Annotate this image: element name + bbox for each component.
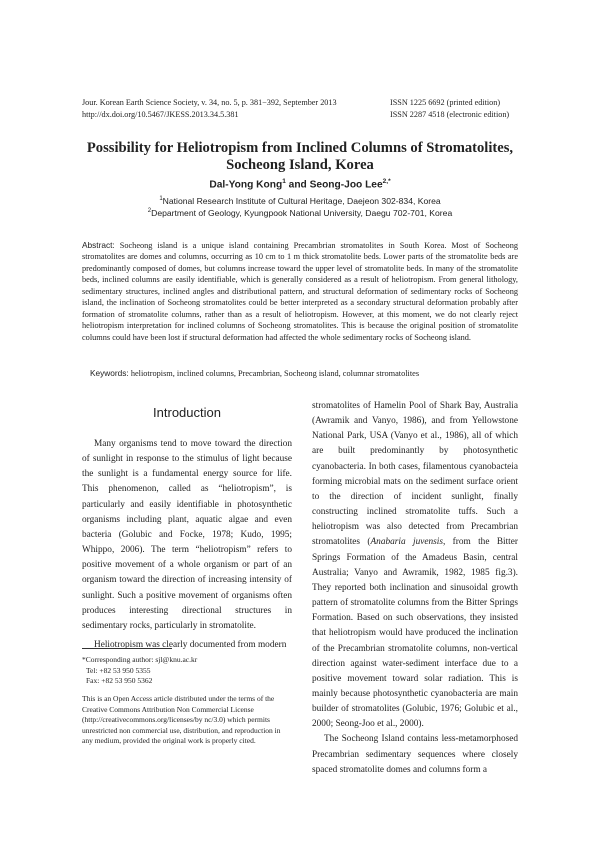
author-2-affil-mark: 2,* bbox=[382, 178, 391, 185]
affiliation-1-text: National Research Institute of Cultural Heritage, Daejeon 302-834, Korea bbox=[162, 196, 441, 206]
keywords-label: Keywords: bbox=[90, 368, 129, 378]
abstract bbox=[82, 240, 518, 343]
author-connector: and bbox=[288, 179, 307, 191]
corresponding-fax: Fax: +82 53 950 5362 bbox=[86, 676, 153, 686]
intro-paragraph-1: Many organisms tend to move toward the direction of sunlight in response to the stimulus of light because the sunlight is a fundamental energy source for life. This phenomenon, called as “heliotropism”, is particularly and easily identifiable in photosynthetic organisms including plant, aquatic algae and even bacteria (Golubic and Focke, 1978; Kudo, 1995; Whippo, 2006). The term “heliotropism” refers to positive movement of a whole organism or part of an organism toward the direction of increasing intensity of sunlight. Such a positive movement of organisms often produces interesting directional structures in sedimentary rocks, particularly in stromatolite. bbox=[82, 439, 292, 631]
author-2: Seong-Joo Lee bbox=[309, 179, 383, 191]
affiliation-2 bbox=[60, 208, 540, 218]
doi-link[interactable]: http://dx.doi.org/10.5467/JKESS.2013.34.5.381 bbox=[82, 109, 239, 119]
affiliation-1-mark: 1 bbox=[159, 196, 163, 203]
right-paragraph-2: The Socheong Island contains less-metamorphosed Precambrian sedimentary sequences where closely spaced stromatolite domes and columns form a bbox=[312, 734, 518, 775]
corresponding-email: *Corresponding author: sjl@knu.ac.kr bbox=[82, 655, 198, 664]
issn-electronic: ISSN 2287 4518 (electronic edition) bbox=[390, 109, 510, 119]
issn-block bbox=[390, 97, 509, 120]
open-access-notice: This is an Open Access article distributed under the terms of the Creative Commons Attribution Non Commercial License (http://creativecommons.org/licenses/by nc/3.0) which permits unrestricted non commercial use, distribution, and reproduction in any medium, provided the original work is properly cited. bbox=[82, 694, 281, 746]
affiliation-2-mark: 2 bbox=[147, 208, 152, 215]
corresponding-footnote bbox=[82, 655, 292, 687]
title-line-1: Possibility for Heliotropism from Inclined Columns of Stromatolites, bbox=[86, 140, 514, 156]
species-name: Anabaria juvensis bbox=[370, 537, 443, 548]
author-1: Dal-Yong Kong bbox=[209, 179, 283, 191]
issn-print: ISSN 1225 6692 (printed edition) bbox=[390, 98, 501, 107]
footnote-divider bbox=[82, 648, 172, 649]
abstract-label: Abstract: bbox=[82, 240, 115, 250]
corresponding-tel: Tel: +82 53 950 5355 bbox=[86, 665, 151, 675]
intro-paragraph-2: Heliotropism was clearly documented from modern bbox=[94, 640, 287, 651]
paper-title bbox=[60, 140, 540, 174]
abstract-text: Socheong island is a unique island containing Precambrian stromatolites in South Korea. Most of Socheong stromatolites are domes and columns, occurring as 10 cm to 1 m thick stromatolite beds. Lower parts of the stromatolite beds are predominantly composed of domes, but columns increase toward the upper level of stromatolite beds. In many of the stromatolite beds, inclined columns are easily identifiable, which is generally considered as a result of heliotropism. From general lithology, sedimentary structures, inclined angles and distributional pattern, and structural deformation of sedimentary rocks of Socheong island, the inclination of Socheong stromatolites could be better interpreted as a secondary structural deformation probably after formation of stromatolite columns, rather than as a result of heliotropism. However, at this moment, we do not clearly reject heliotropism interpretation for inclined columns of Socheong stromatolites. This is because the original position of stromatolite columns could have been lost if structural deformation had affected the whole sedimentary rocks of Socheong island. bbox=[82, 241, 518, 342]
author-1-affil-mark: 1 bbox=[282, 178, 286, 185]
title-line-2: Socheong Island, Korea bbox=[226, 157, 374, 173]
right-paragraph-1 bbox=[312, 399, 518, 732]
author-list bbox=[60, 178, 540, 190]
journal-header bbox=[82, 97, 337, 120]
right-text-b: , from the Bitter Springs Formation of the Amadeus Basin, central Australia; Vanyo and Awramik, 1982, 1985 fig.3). They reported both inclination and sinusoidal growth pattern of stromatolite columns from the Bitter Springs Formation. Based on such observations, they insisted that heliotropism would have produced the inclination of the Precambrian stromatolite columns, non-vertical direction against water-sediment interface due to a positive movement toward solar radiation. This is mainly because photosynthetic cyanobacteria are main builder of stromatolites (Golubic, 1976; Golubic et al., 2000; Seong-Joo et al., 2000). bbox=[312, 537, 518, 730]
journal-citation: Jour. Korean Earth Science Society, v. 34, no. 5, p. 381−392, September 2013 bbox=[82, 98, 337, 107]
right-text-a: stromatolites of Hamelin Pool of Shark Bay, Australia (Awramik and Vanyo, 1986), and from Yellowstone National Park, USA (Vanyo et al., 1986), all of which are built predominantly by photosynthetic cyanobacteria. In both cases, filamentous cyanobacteia forming microbial mats on the sediment surface orient to the direction of incident sunlight, finally constructing inclined stromatolite tuffs. Such a heliotropism was also detected from Precambrian stromatolites ( bbox=[312, 401, 518, 548]
left-column bbox=[82, 437, 292, 653]
right-column bbox=[312, 399, 518, 778]
affiliation-2-text: Department of Geology, Kyungpook National University, Daegu 702-701, Korea bbox=[151, 208, 453, 218]
introduction-heading: Introduction bbox=[153, 405, 221, 420]
keywords-text: heliotropism, inclined columns, Precambrian, Socheong island, columnar stromatolites bbox=[130, 369, 420, 378]
affiliation-1 bbox=[60, 196, 540, 206]
keywords bbox=[90, 368, 419, 378]
